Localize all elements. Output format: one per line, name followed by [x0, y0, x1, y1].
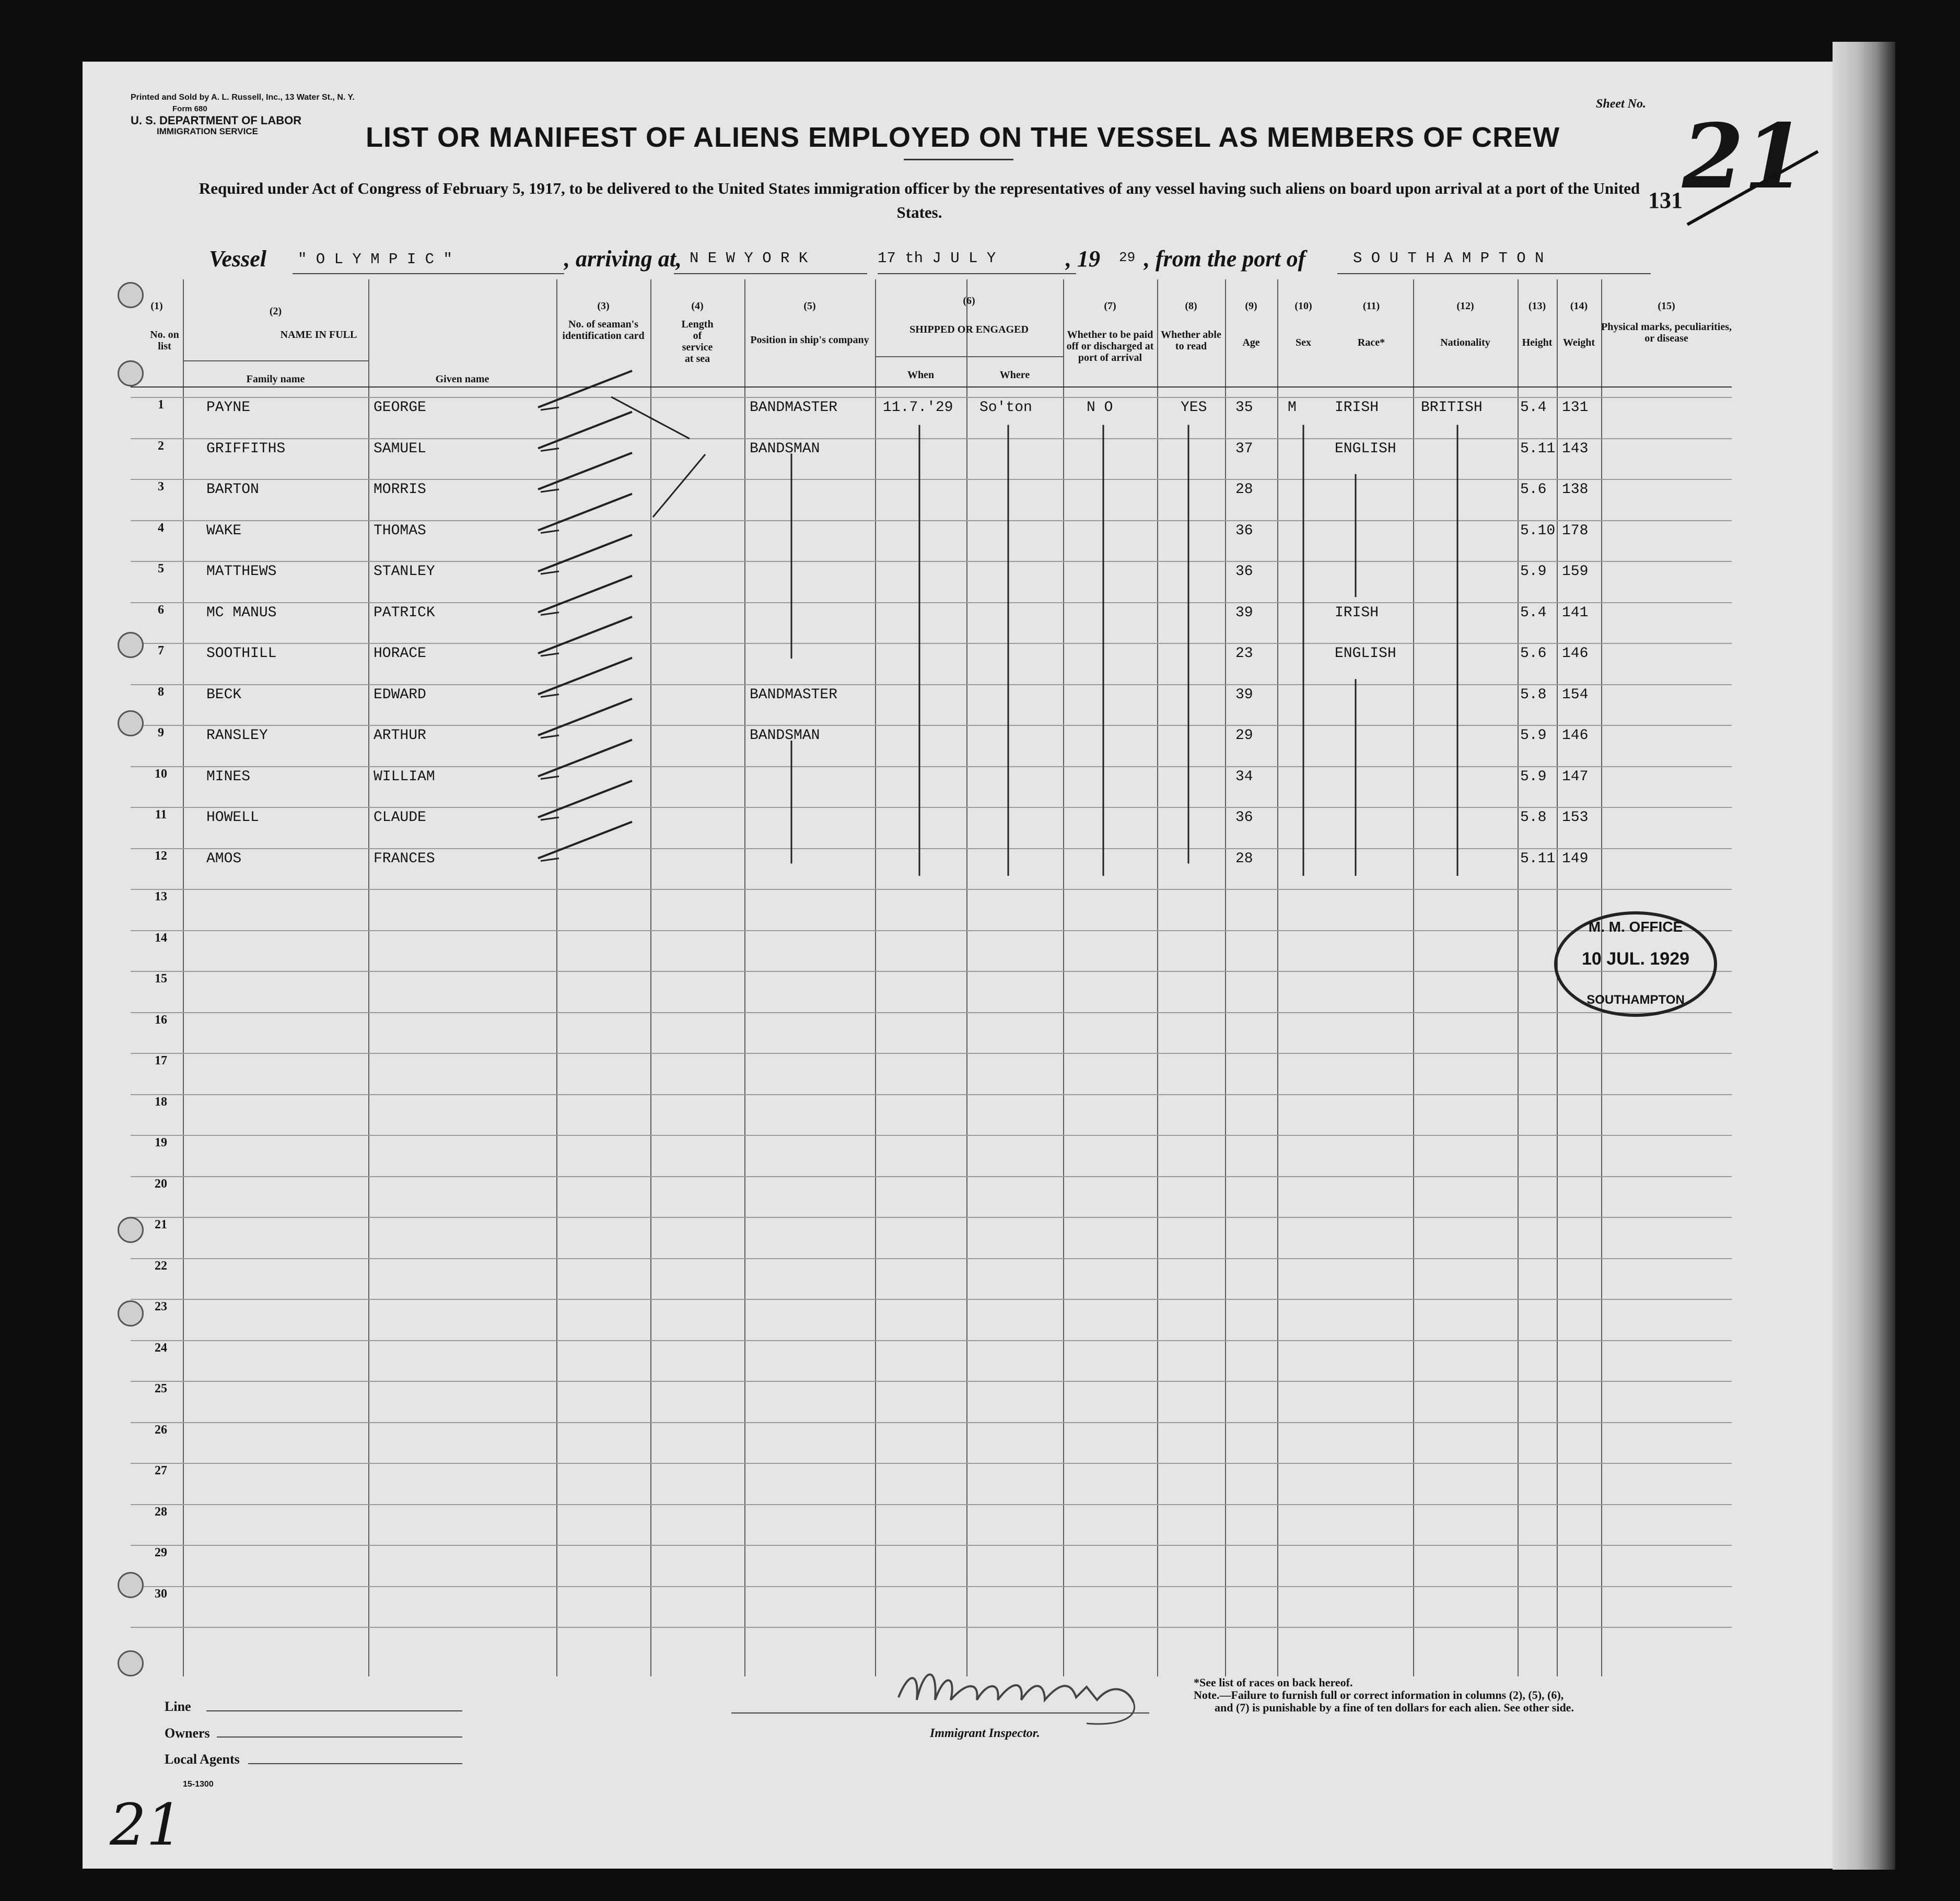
department: U. S. DEPARTMENT OF LABOR	[131, 114, 302, 127]
row-number: 28	[155, 1505, 167, 1519]
cell-height: 5.11	[1520, 440, 1556, 457]
cell-paid_off: N O	[1087, 400, 1113, 416]
cell-given: HORACE	[374, 646, 426, 662]
binder-hole	[118, 632, 144, 658]
column-header: Length of service at sea	[681, 319, 714, 365]
row-number: 17	[155, 1054, 167, 1067]
page-edge	[1833, 42, 1895, 1870]
cell-age: 39	[1235, 604, 1253, 621]
row-number: 2	[158, 439, 164, 453]
row-number: 29	[155, 1546, 167, 1559]
row-number: 10	[155, 767, 167, 781]
row-number: 7	[158, 644, 164, 658]
table-row-rule	[131, 1504, 1732, 1505]
column-header: (14)	[1570, 300, 1588, 312]
table-row-rule	[131, 1258, 1732, 1259]
cell-weight: 149	[1562, 850, 1589, 867]
row-number: 1	[158, 398, 164, 412]
table-row-rule	[131, 1545, 1732, 1546]
column-header: Sex	[1296, 337, 1311, 348]
column-header: (10)	[1294, 300, 1312, 312]
footnote-races: *See list of races on back hereof.	[1194, 1676, 1353, 1689]
cell-height: 5.6	[1520, 482, 1547, 498]
cell-weight: 138	[1562, 482, 1589, 498]
cell-position: BANDMASTER	[750, 400, 838, 416]
cell-given: EDWARD	[374, 686, 426, 703]
owners-underline	[217, 1736, 462, 1738]
cell-family: PAYNE	[206, 400, 251, 416]
inspector-label: Immigrant Inspector.	[930, 1727, 1040, 1740]
row-number: 14	[155, 931, 167, 945]
cell-weight: 159	[1562, 564, 1589, 580]
bottom-form-number: 15-1300	[183, 1780, 214, 1789]
page-ref-number: 131	[1648, 187, 1683, 213]
row-number: 23	[155, 1300, 167, 1313]
row-number: 15	[155, 972, 167, 985]
column-header: Weight	[1562, 337, 1595, 348]
title-rule	[904, 159, 1013, 160]
cell-age: 34	[1235, 768, 1253, 785]
cell-weight: 178	[1562, 522, 1589, 539]
cell-height: 5.10	[1520, 522, 1556, 539]
cell-height: 5.9	[1520, 768, 1547, 785]
column-header: (11)	[1362, 300, 1380, 312]
cell-height: 5.8	[1520, 809, 1547, 826]
column-header: (15)	[1658, 300, 1675, 312]
table-row-rule	[131, 1217, 1732, 1218]
binder-hole	[118, 710, 144, 736]
table-row-rule	[131, 1135, 1732, 1136]
cell-age: 37	[1235, 440, 1253, 457]
table-row-rule	[131, 1381, 1732, 1382]
cell-age: 36	[1235, 809, 1253, 826]
binder-hole	[118, 1572, 144, 1598]
column-header: When	[907, 369, 935, 381]
from-port-label: , from the port of	[1144, 246, 1306, 272]
table-row-rule	[131, 1299, 1732, 1300]
cell-race: IRISH	[1335, 604, 1379, 621]
column-header: (2)	[269, 306, 282, 317]
year-prefix: , 19	[1066, 246, 1100, 272]
column-header: NAME IN FULL	[280, 329, 357, 341]
page-title: LIST OR MANIFEST OF ALIENS EMPLOYED ON THE VESSEL AS MEMBERS OF CREW	[366, 122, 1560, 153]
table-row-rule	[131, 1176, 1732, 1177]
cell-position: BANDSMAN	[750, 727, 820, 744]
column-header: (12)	[1456, 300, 1474, 312]
row-number: 26	[155, 1423, 167, 1437]
arrival-date: 17 th J U L Y	[878, 250, 996, 267]
row-number: 9	[158, 726, 164, 740]
column-header: (8)	[1185, 300, 1197, 312]
cell-given: WILLIAM	[374, 768, 435, 785]
cell-given: STANLEY	[374, 564, 435, 580]
table-row-rule	[131, 971, 1732, 972]
column-header: (6)	[963, 295, 975, 307]
column-header: (9)	[1245, 300, 1257, 312]
cell-family: AMOS	[206, 850, 242, 867]
table-row-rule	[131, 1422, 1732, 1423]
cell-given: GEORGE	[374, 400, 426, 416]
cell-age: 28	[1235, 850, 1253, 867]
column-header: Whether able to read	[1161, 329, 1221, 352]
column-header: (3)	[597, 300, 610, 312]
column-header: (4)	[691, 300, 704, 312]
date-underline	[878, 273, 1076, 274]
cell-weight: 141	[1562, 604, 1589, 621]
cell-age: 36	[1235, 522, 1253, 539]
row-number: 3	[158, 480, 164, 494]
binder-hole	[118, 1217, 144, 1243]
row-number: 22	[155, 1259, 167, 1273]
table-row-rule	[131, 1586, 1732, 1587]
row-number: 13	[155, 890, 167, 903]
row-number: 25	[155, 1382, 167, 1395]
cell-height: 5.9	[1520, 727, 1547, 744]
column-header: SHIPPED OR ENGAGED	[909, 324, 1029, 335]
cell-height: 5.11	[1520, 850, 1556, 867]
arrival-port: N E W Y O R K	[690, 250, 808, 267]
cell-family: BARTON	[206, 482, 259, 498]
stamp-top: M. M. OFFICE	[1588, 919, 1683, 935]
vessel-underline	[293, 273, 564, 274]
cell-age: 23	[1235, 646, 1253, 662]
row-number: 11	[155, 808, 167, 822]
binder-hole	[118, 360, 144, 386]
cell-race: IRISH	[1335, 400, 1379, 416]
row-number: 24	[155, 1341, 167, 1355]
cell-position: BANDMASTER	[750, 686, 838, 703]
column-header: Age	[1242, 337, 1260, 348]
vessel-name: " O L Y M P I C "	[298, 251, 452, 268]
cell-family: HOWELL	[206, 809, 259, 826]
row-number: 18	[155, 1095, 167, 1109]
inspector-line	[731, 1712, 1149, 1714]
row-number: 30	[155, 1587, 167, 1601]
table-row-rule	[131, 1627, 1732, 1628]
footnote-note: Note.—Failure to furnish full or correct information in columns (2), (5), (6),	[1194, 1688, 1564, 1701]
cell-weight: 143	[1562, 440, 1589, 457]
handwritten-number: 21	[110, 1791, 183, 1858]
cell-weight: 131	[1562, 400, 1589, 416]
binder-hole	[118, 1650, 144, 1676]
footnote-fine: and (7) is punishable by a fine of ten dollars for each alien. See other side.	[1215, 1701, 1574, 1714]
cell-given: MORRIS	[374, 482, 426, 498]
cell-height: 5.6	[1520, 646, 1547, 662]
row-number: 20	[155, 1177, 167, 1191]
column-header: (13)	[1528, 300, 1546, 312]
cell-sex: M	[1288, 400, 1297, 416]
cell-weight: 154	[1562, 686, 1589, 703]
cell-family: MINES	[206, 768, 251, 785]
cell-read: YES	[1181, 400, 1207, 416]
cell-family: RANSLEY	[206, 727, 268, 744]
cell-age: 28	[1235, 482, 1253, 498]
stamp-date: 10 JUL. 1929	[1581, 949, 1690, 969]
sheet-no-label: Sheet No.	[1596, 97, 1646, 111]
cell-given: CLAUDE	[374, 809, 426, 826]
cell-where: So'ton	[979, 400, 1032, 416]
cell-nationality: BRITISH	[1421, 400, 1483, 416]
sheet-number-flourish	[1682, 146, 1823, 230]
page-subtitle: Required under Act of Congress of February 5, 1917, to be delivered to the United States immigration officer by the representatives of any vessel having such aliens on board upon arrival at a port of the United States.	[199, 179, 1640, 221]
local-agents-label: Local Agents	[165, 1752, 240, 1767]
cell-family: BECK	[206, 686, 242, 703]
row-number: 27	[155, 1464, 167, 1477]
cell-given: PATRICK	[374, 604, 435, 621]
inspector-signature	[888, 1650, 1160, 1729]
column-header: Position in ship's company	[750, 334, 869, 346]
cell-when: 11.7.'29	[883, 400, 953, 416]
cell-height: 5.9	[1520, 564, 1547, 580]
row-number: 4	[158, 521, 164, 535]
cell-age: 29	[1235, 727, 1253, 744]
cell-race: ENGLISH	[1335, 440, 1396, 457]
stamp-bottom: SOUTHAMPTON	[1586, 993, 1685, 1007]
cell-age: 39	[1235, 686, 1253, 703]
row-number: 12	[155, 849, 167, 863]
year-suffix: 29	[1119, 250, 1136, 265]
row-number: 21	[155, 1218, 167, 1231]
row-number: 16	[155, 1013, 167, 1027]
column-header: Family name	[246, 373, 305, 385]
port-underline	[1337, 273, 1651, 274]
cell-height: 5.8	[1520, 686, 1547, 703]
form-number: Form 680	[172, 104, 207, 113]
cell-age: 36	[1235, 564, 1253, 580]
column-header: Whether to be paid off or discharged at port of arrival	[1066, 329, 1154, 363]
column-header: No. of seaman's identification card	[562, 319, 645, 342]
row-number: 8	[158, 685, 164, 699]
footnote	[1194, 1676, 1574, 1714]
table-row-rule	[131, 1094, 1732, 1095]
departure-port: S O U T H A M P T O N	[1353, 250, 1544, 267]
column-header: Given name	[435, 373, 489, 385]
row-number: 19	[155, 1136, 167, 1149]
table-row-rule	[131, 930, 1732, 931]
manifest-table	[131, 279, 1732, 1676]
arrival-underline	[674, 273, 867, 274]
cell-position: BANDSMAN	[750, 440, 820, 457]
cell-family: WAKE	[206, 522, 242, 539]
row-number: 6	[158, 603, 164, 617]
cell-weight: 146	[1562, 646, 1589, 662]
cell-family: MATTHEWS	[206, 564, 277, 580]
cell-family: SOOTHILL	[206, 646, 277, 662]
cell-race: ENGLISH	[1335, 646, 1396, 662]
cell-age: 35	[1235, 400, 1253, 416]
cell-weight: 147	[1562, 768, 1589, 785]
office-stamp	[1554, 911, 1717, 1017]
cell-given: THOMAS	[374, 522, 426, 539]
cell-family: MC MANUS	[206, 604, 277, 621]
column-header: No. on list	[150, 329, 179, 352]
handwritten-marks	[131, 279, 1732, 906]
column-header: Physical marks, peculiarities, or disease	[1601, 321, 1732, 344]
table-row-rule	[131, 1463, 1732, 1464]
cell-height: 5.4	[1520, 400, 1547, 416]
cell-given: ARTHUR	[374, 727, 426, 744]
line-underline	[206, 1710, 462, 1711]
column-header: (5)	[803, 300, 816, 312]
agents-underline	[248, 1763, 462, 1764]
cell-weight: 146	[1562, 727, 1589, 744]
binder-hole	[118, 282, 144, 308]
cell-weight: 153	[1562, 809, 1589, 826]
table-row-rule	[131, 1340, 1732, 1341]
column-header: Height	[1522, 337, 1553, 348]
cell-family: GRIFFITHS	[206, 440, 286, 457]
cell-height: 5.4	[1520, 604, 1547, 621]
table-row-rule	[131, 1012, 1732, 1013]
column-header: Race*	[1357, 337, 1385, 348]
row-number: 5	[158, 562, 164, 576]
column-header: (7)	[1104, 300, 1116, 312]
cell-given: FRANCES	[374, 850, 435, 867]
service: IMMIGRATION SERVICE	[157, 126, 258, 136]
table-row-rule	[131, 1053, 1732, 1054]
sheet-number: 21	[1682, 104, 1806, 209]
vessel-label: Vessel	[209, 246, 266, 272]
column-header: (1)	[150, 300, 163, 312]
cell-given: SAMUEL	[374, 440, 426, 457]
owners-label: Owners	[165, 1726, 210, 1741]
line-label: Line	[165, 1699, 191, 1714]
column-header: Nationality	[1440, 337, 1490, 348]
binder-hole	[118, 1300, 144, 1327]
arriving-label: , arriving at,	[564, 246, 682, 272]
printer-line: Printed and Sold by A. L. Russell, Inc., 13 Water St., N. Y.	[131, 93, 355, 102]
column-header: Where	[999, 369, 1030, 381]
